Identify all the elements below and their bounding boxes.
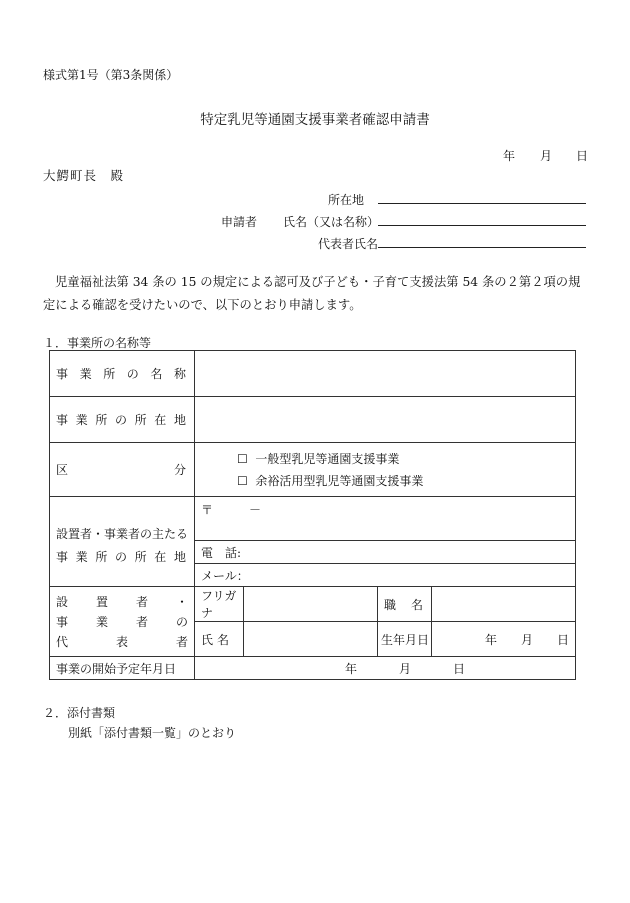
name-cell-label: 氏 名	[195, 622, 244, 657]
address-label: 所在地	[328, 193, 365, 207]
checkbox-icon[interactable]: ☐	[237, 473, 248, 488]
category-options	[195, 443, 576, 497]
section2-heading: ２．添付書類	[43, 706, 116, 720]
start-date-label: 事業の開始予定年月日	[50, 657, 195, 680]
email-field[interactable]: メール：	[195, 564, 576, 587]
start-date-field[interactable]: 年 月 日	[195, 657, 576, 680]
form-number: 様式第1号（第3条関係）	[43, 68, 179, 82]
date-month-label: 月	[540, 149, 553, 163]
office-name-label: 事 業 所 の 名 称	[50, 351, 195, 397]
birthdate-label: 生年月日	[378, 622, 432, 657]
office-location-label: 事 業 所 の 所 在 地	[50, 397, 195, 443]
date-year-label: 年	[503, 149, 516, 163]
document-title: 特定乳児等通園支援事業者確認申請書	[200, 112, 430, 128]
furigana-label: フリガナ	[195, 587, 244, 622]
section1-heading: １．事業所の名称等	[43, 336, 152, 350]
birthdate-field[interactable]: 年 月 日	[432, 622, 576, 657]
attachments-note: 別紙「添付書類一覧」のとおり	[68, 726, 237, 740]
office-name-field[interactable]	[195, 351, 576, 397]
office-location-field[interactable]	[195, 397, 576, 443]
option-general[interactable]: ☐ 一般型乳児等通園支援事業	[237, 451, 400, 466]
furigana-field[interactable]	[244, 587, 378, 622]
option-surplus[interactable]: ☐ 余裕活用型乳児等通園支援事業	[237, 473, 424, 488]
checkbox-icon[interactable]: ☐	[237, 451, 248, 466]
job-title-field[interactable]	[432, 587, 576, 622]
application-form-table	[49, 350, 576, 680]
main-office-label: 設置者・事業者の主たる 事 業 所 の 所 在 地	[50, 497, 195, 587]
name-underline[interactable]	[378, 225, 586, 226]
representative-name-field[interactable]	[244, 622, 378, 657]
representative-cell-label: 設 置 者 ・ 事 業 者 の 代 表 者	[50, 587, 195, 657]
application-statement: 児童福祉法第 34 条の 15 の規定による認可及び子ども・子育て支援法第 54 条の２第２項の規定による確認を受けたいので、以下のとおり申請します。	[43, 275, 581, 312]
addressee: 大鰐町長 殿	[43, 168, 125, 183]
representative-label: 代表者氏名	[318, 237, 379, 251]
job-title-label: 職 名	[378, 587, 432, 622]
phone-field[interactable]: 電 話:	[195, 541, 576, 564]
date-day-label: 日	[576, 149, 589, 163]
representative-underline[interactable]	[378, 247, 586, 248]
postal-field[interactable]: 〒 －	[195, 497, 576, 541]
applicant-label: 申請者	[221, 215, 258, 229]
name-label: 氏名（又は名称）	[283, 215, 380, 229]
category-label: 区 分	[50, 443, 195, 497]
address-underline[interactable]	[378, 203, 586, 204]
